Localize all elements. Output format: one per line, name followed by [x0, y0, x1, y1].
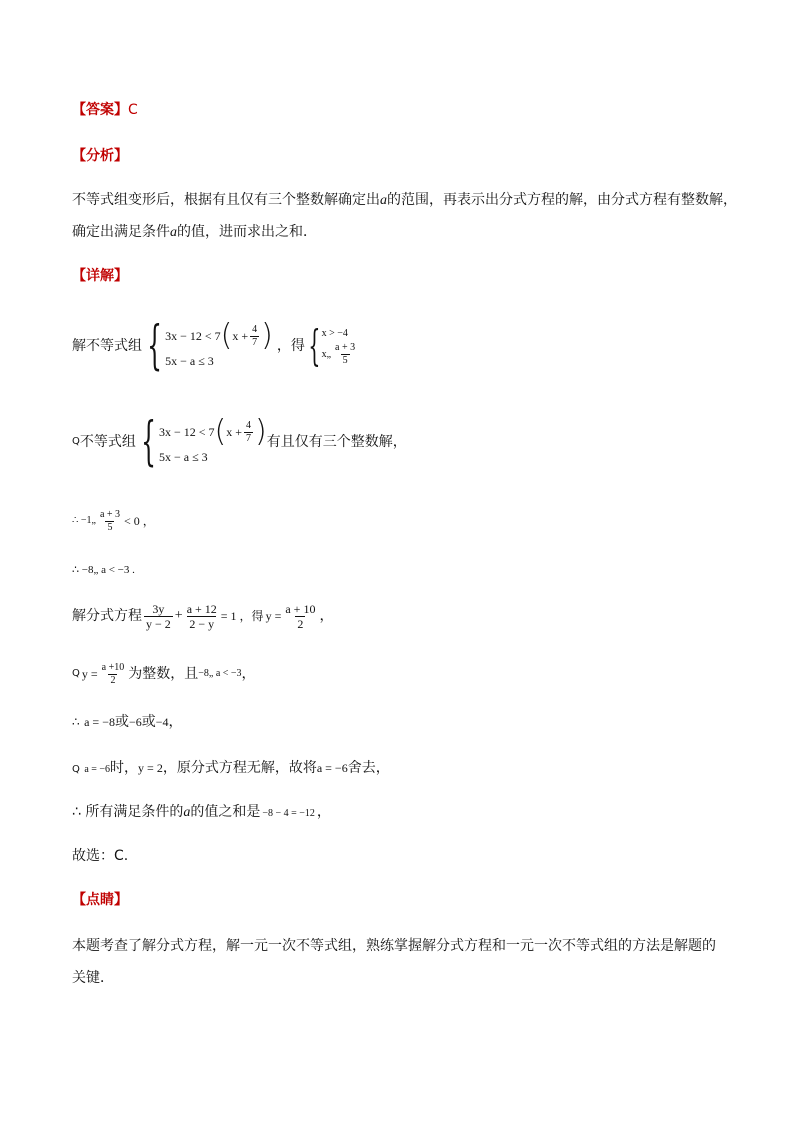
y-equals: y = — [81, 667, 98, 681]
frac-num: a + 3 — [99, 508, 121, 520]
solve-system-line — [72, 316, 734, 376]
result-rows — [322, 325, 360, 367]
frac-den: 5 — [342, 355, 348, 366]
system-row-1-x: x + — [232, 329, 249, 343]
integer-range: −8„ a < −3 — [198, 668, 242, 679]
system-row-1-x: x + — [226, 425, 243, 439]
fraction-a10 — [283, 602, 317, 631]
therefore-mark: ∴ — [72, 715, 80, 729]
system-row-1-lhs: 3x − 12 < 7 — [165, 329, 221, 343]
values-end: ， — [168, 714, 183, 730]
frac-num: a + 3 — [335, 342, 356, 353]
left-brace: { — [147, 316, 162, 376]
analysis-text-1a: 不等式组变形后，根据有且仅有三个整数解确定出 — [72, 192, 380, 208]
reject-a: a = −6 — [84, 764, 111, 775]
reject-a-2: a = −6 — [316, 761, 348, 775]
system-row-1-lhs: 3x − 12 < 7 — [158, 425, 215, 439]
answer-line — [72, 100, 734, 120]
analysis-heading-line — [72, 146, 734, 166]
frac-num: 4 — [252, 323, 258, 335]
analysis-var-a-1: a — [380, 193, 387, 208]
analysis-text-2b: 的值，进而求出之和． — [177, 224, 317, 240]
q-prefix: 不等式组 — [79, 434, 136, 450]
left-paren: ( — [220, 318, 233, 353]
sum-expression: −8 − 4 = −12 — [262, 808, 315, 819]
frac-den: 2 — [297, 616, 304, 631]
frac-den: 5 — [107, 521, 113, 533]
frac-den: 2 − y — [189, 616, 215, 631]
system-row-1 — [158, 414, 267, 449]
frac-den: y − 2 — [146, 616, 171, 631]
sum-line — [72, 802, 734, 824]
left-brace: { — [140, 412, 156, 472]
comment-text-line-1: 本题考查了解分式方程，解一元一次不等式组，熟练掌握解分式方程和一元一次不等式组的方法是解题的 — [72, 938, 716, 954]
answer-heading: 【答案】 — [72, 102, 128, 118]
analysis-text-line-1 — [72, 190, 737, 211]
reject-mid: ，原分式方程无解，故将 — [162, 760, 317, 776]
because-mark: Q — [72, 436, 80, 447]
reject-y: y = 2 — [138, 761, 163, 775]
because-mark: Q — [72, 764, 80, 775]
sum-var-a: a — [183, 805, 191, 820]
frac-den: 7 — [246, 432, 252, 444]
integer-mid: 为整数，且 — [128, 666, 199, 682]
result-row-2 — [322, 342, 360, 367]
step-1-suffix: < 0 ， — [124, 514, 155, 528]
step-2-line: ∴ −8„ a < −3 . — [72, 564, 135, 576]
system-rows — [158, 414, 267, 467]
reject-when: 时， — [110, 760, 139, 776]
or-text-1: 或 — [114, 714, 129, 730]
fraction-3y — [144, 602, 173, 631]
solve-prefix: 解不等式组 — [72, 338, 142, 354]
frac-den: 7 — [252, 336, 258, 348]
y-equals: y = — [265, 609, 282, 623]
step-1-prefix: ∴ −1„ — [72, 515, 96, 526]
frac-num: a + 12 — [186, 601, 217, 616]
frac-eq-end: ， — [319, 608, 334, 624]
answer-value: C — [128, 102, 138, 118]
left-brace-small: { — [308, 321, 321, 370]
plus-sign: + — [174, 608, 183, 623]
analysis-text-1b: 的范围，再表示出分式方程的解，由分式方程有整数解， — [387, 192, 737, 208]
value-neg4: −4 — [155, 715, 169, 729]
or-text-2: 或 — [141, 714, 156, 730]
sum-end: ， — [316, 804, 331, 820]
frac-num: a +10 — [101, 661, 125, 673]
fractional-equation-line — [72, 596, 734, 636]
frac-num: a + 10 — [285, 601, 316, 616]
integer-condition-line — [72, 656, 734, 692]
fraction-a10 — [100, 662, 127, 687]
detail-heading: 【详解】 — [72, 268, 128, 284]
q-suffix: 有且仅有三个整数解， — [266, 434, 407, 450]
fraction-a3-5 — [333, 342, 357, 367]
value-neg6: −6 — [128, 715, 142, 729]
system-rows — [165, 318, 273, 371]
frac-num: 3y — [152, 601, 165, 616]
sum-prefix: ∴ 所有满足条件的 — [72, 804, 184, 820]
reject-end: 舍去， — [347, 760, 390, 776]
result-row-1: x > −4 — [321, 328, 348, 339]
fraction-a12 — [185, 602, 219, 631]
inequality-system-2 — [136, 412, 267, 472]
equation-equals: = 1 ，得 — [220, 609, 264, 623]
frac-den: 2 — [110, 674, 116, 686]
analysis-heading: 【分析】 — [72, 148, 128, 164]
fraction-a3-5 — [98, 509, 122, 534]
system-row-2: 5x − a ≤ 3 — [158, 450, 208, 464]
left-paren: ( — [214, 414, 227, 449]
detail-heading-line — [72, 266, 734, 286]
because-mark: Q — [72, 668, 80, 679]
right-paren: ) — [255, 414, 267, 449]
value-neg8: a = −8 — [84, 715, 115, 729]
solve-mid: ，得 — [276, 338, 305, 354]
reject-line — [72, 758, 734, 780]
fraction-4-7 — [244, 420, 253, 445]
comment-text-line-2: 关键． — [72, 970, 114, 986]
analysis-text-2a: 确定出满足条件 — [72, 224, 170, 240]
frac-num: 4 — [246, 419, 252, 431]
system-row-2: 5x − a ≤ 3 — [165, 354, 214, 368]
values-line — [72, 712, 734, 732]
result-system — [305, 321, 359, 370]
result-row-2-x: x„ — [321, 349, 332, 360]
system-row-1 — [165, 318, 273, 353]
analysis-text-line-2 — [72, 222, 734, 243]
three-integer-solutions-line — [72, 412, 734, 472]
right-paren: ) — [261, 318, 273, 353]
sum-mid: 的值之和是 — [190, 804, 261, 820]
comment-heading: 【点睛】 — [72, 892, 128, 908]
frac-eq-prefix: 解分式方程 — [72, 608, 142, 624]
step-1-line — [72, 506, 734, 536]
inequality-system — [142, 316, 273, 376]
comment-heading-line — [72, 890, 734, 910]
choose-line: 故选：C. — [72, 848, 129, 864]
analysis-var-a-2: a — [170, 225, 177, 240]
fraction-4-7 — [250, 324, 259, 349]
integer-end: ， — [241, 666, 256, 682]
